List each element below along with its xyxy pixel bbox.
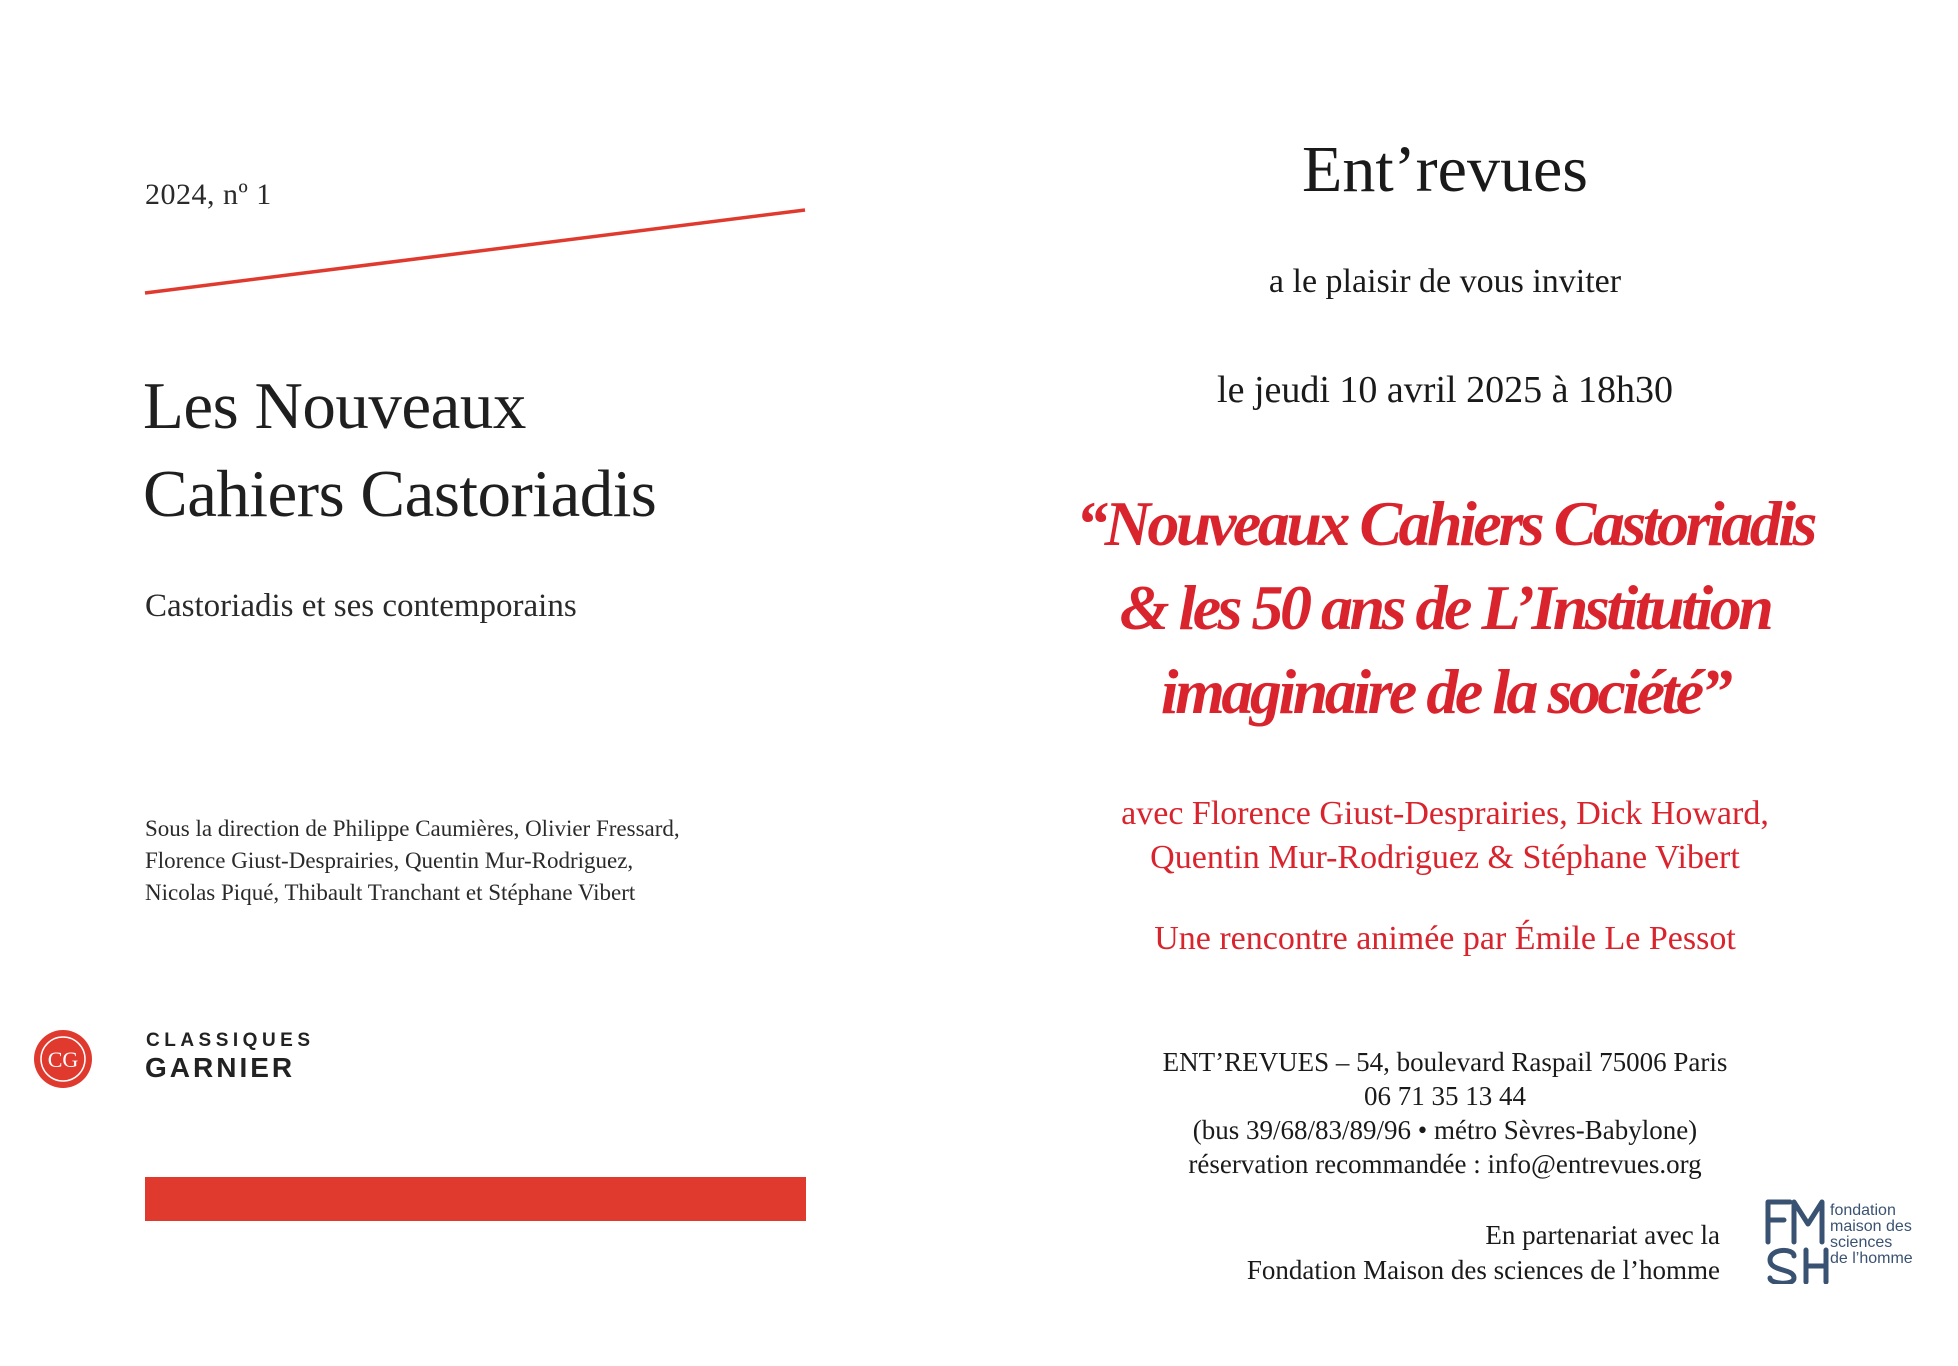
cover-editors-line-3: Nicolas Piqué, Thibault Tranchant et Stéphane Vibert (145, 880, 636, 905)
venue-transport: (bus 39/68/83/89/96 • métro Sèvres-Babylone) (1192, 1115, 1698, 1145)
classiques-garnier-logo-icon (33, 1029, 93, 1089)
cover-bottom-red-bar (145, 1177, 806, 1221)
fmsh-logo-text (1830, 1203, 1913, 1267)
cover-red-rule (140, 205, 820, 305)
fmsh-text-line-4: de l’homme (1830, 1250, 1913, 1267)
partner-credit-line-2: Fondation Maison des sciences de l’homme (1246, 1255, 1720, 1285)
cover-editors (145, 813, 680, 909)
event-title-line-2: & les 50 ans de L’Institution (1119, 572, 1771, 643)
fmsh-text-line-2: maison des (1830, 1218, 1912, 1235)
venue-reservation: réservation recommandée : info@entrevues.org (1188, 1149, 1702, 1179)
cover-title-line-1: Les Nouveaux (143, 369, 526, 443)
publisher-name-line-1: CLASSIQUES (146, 1030, 315, 1051)
fmsh-text-line-3: sciences (1830, 1234, 1893, 1251)
event-speakers (985, 792, 1905, 880)
cover-subtitle: Castoriadis et ses contemporains (145, 588, 577, 624)
event-moderator: Une rencontre animée par Émile Le Pessot (1154, 920, 1736, 957)
venue-phone: 06 71 35 13 44 (1364, 1081, 1526, 1111)
cover-editors-line-1: Sous la direction de Philippe Caumières, Olivier Fressard, (145, 816, 680, 841)
organizer-name: Ent’revues (1302, 133, 1588, 206)
cover-editors-line-2: Florence Giust-Desprairies, Quentin Mur-Rodriguez, (145, 848, 634, 873)
event-title-line-3: imaginaire de la société” (1160, 656, 1730, 727)
event-title (985, 482, 1905, 734)
event-speakers-line-1: avec Florence Giust-Desprairies, Dick Howard, (1121, 795, 1769, 832)
fmsh-logo-icon (1760, 1194, 1835, 1284)
partner-credit (1150, 1218, 1720, 1288)
publisher-name-line-2: GARNIER (145, 1052, 296, 1083)
partner-credit-line-1: En partenariat avec la (1485, 1220, 1720, 1250)
publisher-logo-letters: CG (47, 1047, 79, 1072)
event-speakers-line-2: Quentin Mur-Rodriguez & Stéphane Vibert (1150, 839, 1740, 876)
venue-address (985, 1045, 1905, 1181)
invitation-intro: a le plaisir de vous inviter (1268, 263, 1622, 300)
event-date: le jeudi 10 avril 2025 à 18h30 (1217, 369, 1673, 411)
event-title-line-1: “Nouveaux Cahiers Castoriadis (1076, 488, 1814, 559)
cover-issue-number: 2024, nº 1 (145, 178, 272, 211)
cover-title (143, 362, 656, 538)
cover-title-line-2: Cahiers Castoriadis (143, 457, 657, 531)
venue-address-line: ENT’REVUES – 54, boulevard Raspail 75006 Paris (1162, 1047, 1728, 1077)
fmsh-text-line-1: fondation (1830, 1202, 1896, 1219)
